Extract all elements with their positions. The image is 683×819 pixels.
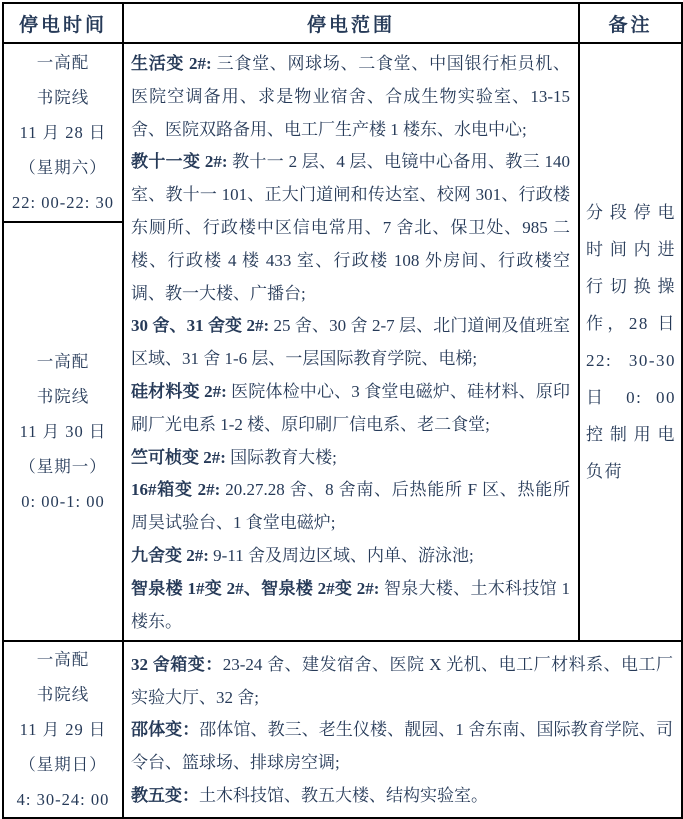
transformer-label: 硅材料变 2#: — [131, 381, 232, 401]
range-paragraph — [131, 649, 673, 715]
outage-range-cell-main — [123, 43, 579, 641]
time-line: 4: 30-24: 00 — [16, 790, 110, 810]
transformer-label: 30 舍、31 舍变 2#: — [131, 316, 274, 336]
range-text: 23-24 舍、建发宿舍、医院 X 光机、电工厂材料系、电工厂实验大厅、32 舍; — [131, 654, 674, 707]
range-paragraph — [131, 780, 673, 813]
time-line: 一高配 — [36, 650, 90, 670]
body-row-3 — [3, 641, 682, 818]
power-outage-notice-table — [0, 2, 683, 809]
time-line: 11 月 30 日 — [19, 421, 107, 441]
range-text: 9-11 舍及周边区域、内单、游泳池; — [213, 545, 474, 565]
range-text: 三食堂、网球场、二食堂、中国银行柜员机、医院空调备用、求是物业宿舍、合成生物实验室、13-15 舍、医院双路备用、电工厂生产楼 1 楼东、水电中心; — [131, 54, 570, 139]
range-text: 土木科技馆、教五大楼、结构实验室。 — [199, 786, 488, 806]
transformer-label: 生活变 2#: — [131, 54, 217, 73]
transformer-label: 邵体变： — [131, 720, 200, 740]
range-text: 邵体馆、教三、老生仪楼、靓园、1 舍东南、国际教育学院、司令台、篮球场、排球房空调; — [131, 720, 674, 773]
transformer-label: 教十一变 2#: — [131, 152, 233, 172]
time-line: 书院线 — [36, 87, 90, 107]
range-paragraph — [131, 714, 673, 780]
range-paragraph — [131, 474, 570, 540]
range-paragraph — [131, 48, 570, 146]
time-cell-nov30 — [3, 222, 123, 642]
time-line: （星期日） — [19, 755, 107, 775]
transformer-label: 32 舍箱变： — [131, 654, 223, 674]
range-paragraph — [131, 573, 570, 639]
range-text: 教十一 2 层、4 层、电镜中心备用、教三 140 室、教十一 101、正大门道闸和传达室、校网 301、行政楼东厕所、行政楼中区信电常用、7 舍北、保卫处、985 二楼、行政楼 4 楼 433 室、行政楼 108 外房间、行政楼空调、教一大楼、广播台; — [131, 152, 570, 303]
transformer-label: 智泉楼 1#变 2#、智泉楼 2#变 2#: — [131, 578, 384, 598]
time-cell-nov29 — [3, 641, 123, 818]
range-paragraph — [131, 540, 570, 573]
time-line: 书院线 — [36, 386, 90, 406]
transformer-label: 16#箱变 2#: — [131, 480, 226, 500]
range-text: 智泉大楼、土木科技馆 1 楼东。 — [131, 578, 570, 631]
header-row — [3, 3, 682, 43]
header-cell-outage-time: 停电时间 — [3, 3, 123, 43]
range-text: 医院体检中心、3 食堂电磁炉、硅材料、原印刷厂光电系 1-2 楼、原印刷厂信电系、老二食堂; — [131, 381, 570, 434]
time-line: 22: 00-22: 30 — [12, 192, 114, 212]
transformer-label: 竺可桢变 2#: — [131, 447, 231, 467]
time-line: 书院线 — [36, 685, 90, 705]
time-line: 11 月 28 日 — [19, 122, 107, 142]
range-paragraph — [131, 376, 570, 442]
range-paragraph — [131, 310, 570, 376]
range-text: 25 舍、30 舍 2-7 层、北门道闸及值班室区域、31 舍 1-6 层、一层国际教育学院、电梯; — [131, 316, 570, 369]
time-line: 11 月 29 日 — [19, 720, 107, 740]
time-line: （星期一） — [19, 456, 107, 476]
time-cell-nov28 — [3, 43, 123, 222]
time-line: 0: 00-1: 00 — [21, 491, 105, 511]
time-line: 一高配 — [36, 52, 90, 72]
remarks-cell: 分段停电时间内进行切换操作，28 日 22: 30-30 日 0: 00 控制用电负荷 — [579, 43, 682, 641]
transformer-label: 九舍变 2#: — [131, 545, 214, 565]
outage-range-cell-bottom — [123, 641, 682, 818]
range-text: 20.27.28 舍、8 舍南、后热能所 F 区、热能所周昊试验台、1 食堂电磁炉; — [131, 480, 570, 533]
transformer-label: 教五变： — [131, 786, 199, 806]
outage-table — [2, 2, 683, 819]
range-paragraph — [131, 442, 570, 475]
range-paragraph — [131, 146, 570, 310]
range-text: 国际教育大楼; — [230, 447, 337, 467]
time-line: 一高配 — [36, 351, 90, 371]
header-cell-remarks: 备注 — [579, 3, 682, 43]
time-line: （星期六） — [19, 157, 107, 177]
header-cell-outage-range: 停电范围 — [123, 3, 579, 43]
body-row-1 — [3, 43, 682, 222]
